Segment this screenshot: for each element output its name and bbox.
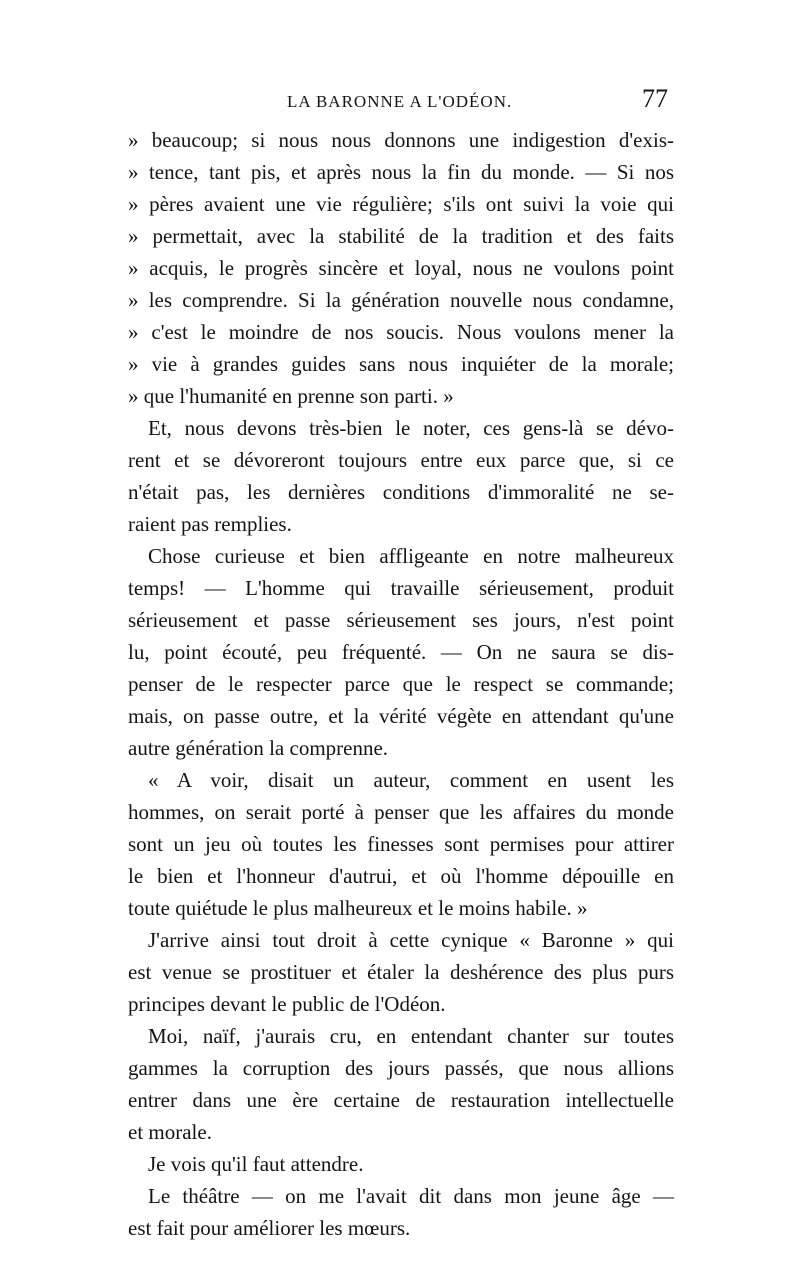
text-line: Moi, naïf, j'aurais cru, en entendant chanter sur toutes (148, 1024, 674, 1048)
running-head (0, 84, 800, 124)
text-line: J'arrive ainsi tout droit à cette cynique « Baronne » qui (148, 928, 674, 952)
text-line: Chose curieuse et bien affligeante en notre malheureux (148, 544, 674, 568)
text-line: » permettait, avec la stabilité de la tradition et des faits (128, 224, 674, 248)
text-line: hommes, on serait porté à penser que les affaires du monde (128, 800, 674, 824)
text-line: » pères avaient une vie régulière; s'ils ont suivi la voie qui (128, 192, 674, 216)
text-line: n'était pas, les dernières conditions d'immoralité ne se- (128, 480, 674, 504)
text-line: sont un jeu où toutes les finesses sont permises pour attirer (128, 832, 674, 856)
text-line: lu, point écouté, peu fréquenté. — On ne saura se dis- (128, 640, 674, 664)
text-line: » beaucoup; si nous nous donnons une indigestion d'exis- (128, 128, 674, 152)
text-line: « A voir, disait un auteur, comment en usent les (148, 768, 674, 792)
text-line: sérieusement et passe sérieusement ses jours, n'est point (128, 608, 674, 632)
text-line: raient pas remplies. (128, 512, 292, 536)
text-line: Je vois qu'il faut attendre. (148, 1152, 364, 1176)
text-line: toute quiétude le plus malheureux et le moins habile. » (128, 896, 588, 920)
text-line: penser de le respecter parce que le respect se commande; (128, 672, 674, 696)
text-line: » les comprendre. Si la génération nouvelle nous condamne, (128, 288, 674, 312)
text-line: autre génération la comprenne. (128, 736, 389, 760)
text-line: » que l'humanité en prenne son parti. » (128, 384, 454, 408)
text-line: Le théâtre — on me l'avait dit dans mon jeune âge — (148, 1184, 674, 1208)
text-line: rent et se dévoreront toujours entre eux parce que, si ce (128, 448, 674, 472)
text-line: » acquis, le progrès sincère et loyal, nous ne voulons point (128, 256, 674, 280)
text-line: temps! — L'homme qui travaille sérieusement, produit (128, 576, 674, 600)
page-number: 77 (642, 84, 668, 113)
text-line: Et, nous devons très-bien le noter, ces gens-là se dévo- (148, 416, 674, 440)
text-line: gammes la corruption des jours passés, que nous allions (128, 1056, 674, 1080)
text-line: » c'est le moindre de nos soucis. Nous voulons mener la (128, 320, 674, 344)
text-line: principes devant le public de l'Odéon. (128, 992, 446, 1016)
running-title: LA BARONNE A L'ODÉON. (287, 92, 513, 111)
text-line: entrer dans une ère certaine de restauration intellectuelle (128, 1088, 674, 1112)
text-line: » tence, tant pis, et après nous la fin du monde. — Si nos (128, 160, 674, 184)
text-line: » vie à grandes guides sans nous inquiéter de la morale; (128, 352, 674, 376)
text-line: le bien et l'honneur d'autrui, et où l'homme dépouille en (128, 864, 674, 888)
body-text (128, 124, 674, 1244)
text-line: est fait pour améliorer les mœurs. (128, 1216, 411, 1240)
text-line: et morale. (128, 1120, 212, 1144)
text-line: mais, on passe outre, et la vérité végète en attendant qu'une (128, 704, 674, 728)
text-line: est venue se prostituer et étaler la deshérence des plus purs (128, 960, 674, 984)
